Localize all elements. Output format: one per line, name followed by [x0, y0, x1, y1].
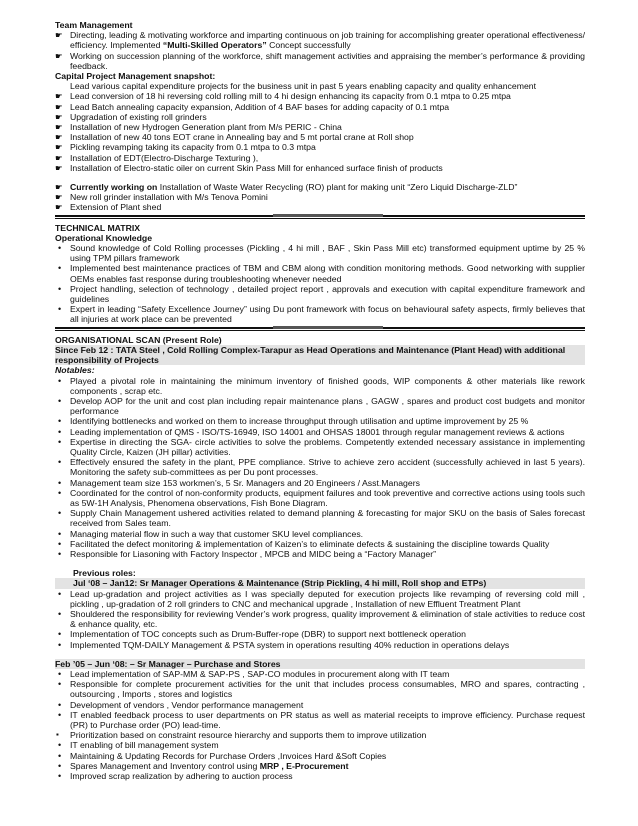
resume-page [55, 20, 585, 781]
list-item: • Spares Management and Inventory control using MRP , E-Procurement [55, 761, 585, 771]
list-item: • Expertise in directing the SGA- circle activities to solve the problems. Competently extended necessary assistance in implementing Quality Circle, Kaizen (JH pillar) activities. [55, 437, 585, 457]
list-item: ☛ Extension of Plant shed [55, 202, 585, 212]
list-item: • Improved scrap realization by adhering to auction process [55, 771, 585, 781]
list-item: • Effectively ensured the safety in the plant, PPE compliance. Strive to achieve zero accident (successfully achieved in last 5 years). Monitoring the safety sub-committees as per Du pont processes. [55, 457, 585, 477]
list-item: • Facilitated the defect monitoring & implementation of Kaizen’s to eliminate defects & sustaining the discipline towards Quality [55, 539, 585, 549]
list-item: ☛ Installation of new Hydrogen Generation plant from M/s PERIC - China [55, 122, 585, 132]
list-item: • Lead up-gradation and project activities as I was specially deputed for execution projects like revamping of reversing cold mill , pickling , up-gradation of 2 roll grinders to CNC and mechanical upgrade , Installation of new Effluent Treatment Plant [55, 589, 585, 609]
list-item: • Responsible for complete procurement activities for the unit that includes process consumables, MRO and spares, contracting , outsourcing , Imports , stores and logistics [55, 679, 585, 699]
list-item: ☛ Lead conversion of 18 hi reversing cold rolling mill to 4 hi design enhancing its capacity from 0.1 mtpa to 0.25 mtpa [55, 91, 585, 101]
list-item: • Identifying bottlenecks and worked on them to increase throughput through utilisation and uptime improvement by 25 % [55, 416, 585, 426]
list-item: ▪ Prioritization based on constraint resource hierarchy and supports them to improve utilization [55, 730, 585, 740]
list-item: • Implemented TQM-DAILY Management & PSTA system in operations resulting 40% reduction in operations delays [55, 640, 585, 650]
capital-project-intro: Lead various capital expenditure projects for the business unit in past 5 years enabling capacity and quality enhancement [70, 81, 537, 92]
list-item: ☛ Installation of Electro-static oiler on current Skin Pass Mill for enhanced surface finish of products [55, 163, 585, 173]
current-work-list [55, 182, 585, 213]
list-item: ☛ Lead Batch annealing capacity expansion, Addition of 4 BAF bases for adding capacity of 0.1 mtpa [55, 102, 585, 112]
list-item: • Lead implementation of SAP-MM & SAP-PS , SAP-CO modules in procurement along with IT team [55, 669, 585, 679]
capital-project-list [55, 91, 585, 173]
list-item: ☛ Currently working on Installation of Waste Water Recycling (RO) plant for making unit “Zero Liquid Discharge-ZLD” [55, 182, 585, 192]
organisational-scan-heading: ORGANISATIONAL SCAN (Present Role) [55, 334, 222, 345]
present-role-title: Since Feb 12 : TATA Steel , Cold Rolling Complex-Tarapur as Head Operations and Maintenance (Plant Head) with additional responsibility of Projects [55, 345, 585, 365]
list-item: • Implemented best maintenance practices of TBM and CBM along with condition monitoring methods. Good networking with supplier OEMs enables fast response during troubleshooting whenever needed [55, 263, 585, 283]
notables-list [55, 376, 585, 560]
list-item: • Develop AOP for the unit and cost plan including repair maintenance plans , GAGW , spares and product cost budgets and monitor performance [55, 396, 585, 416]
list-item: • Managing material flow in such a way that customer SKU level compliances. [55, 529, 585, 539]
list-item: • Development of vendors , Vendor performance management [55, 700, 585, 710]
purchase-role-list [55, 669, 585, 781]
list-item: • Played a pivotal role in maintaining the minimum inventory of finished goods, WIP components & other materials like rework components , scrap etc. [55, 376, 585, 396]
list-item: • Shouldered the responsibility for reviewing Vender’s work progress, quality improvement & elimination of stale activities to reduce cost & enhance quality, etc. [55, 609, 585, 629]
list-item: • IT enabling of bill management system [55, 740, 585, 750]
list-item: ☛ Directing, leading & motivating workforce and imparting continuous on job training for accomplishing greater operational effectiveness/ efficiency. Implemented “Multi-Skilled Operators” Concept successfully [55, 30, 585, 50]
list-item: • Project handling, selection of technology , detailed project report , approvals and execution with capital expenditure framework and guidelines [55, 284, 585, 304]
operational-knowledge-heading: Operational Knowledge [55, 232, 153, 243]
list-item: • Leading implementation of QMS - ISO/TS-16949, ISO 14001 and OHSAS 18001 through regular management reviews & actions [55, 427, 585, 437]
list-item: • Sound knowledge of Cold Rolling processes (Pickling , 4 hi mill , BAF , Skin Pass Mill etc) transformed equipment uptime by 25 % using TPM pillars framework [55, 243, 585, 263]
operational-knowledge-list [55, 243, 585, 325]
previous-roles-heading: Previous roles: [73, 568, 136, 579]
team-management-heading: Team Management [55, 20, 133, 30]
capital-project-heading: Capital Project Management snapshot: [55, 71, 216, 82]
list-item: • Expert in leading “Safety Excellence Journey” using Du pont framework with focus on behavioural safety aspects, firmly believes that all injuries at work place can be prevented [55, 304, 585, 324]
list-item: ☛ Upgradation of existing roll grinders [55, 112, 585, 122]
list-item: • Coordinated for the control of non-conformity products, equipment failures and took preventive and corrective actions using tools such as 5W-1H Analysis, Phenomena observations, Fish Bone Diagram. [55, 488, 585, 508]
notables-heading: Notables: [55, 365, 95, 376]
list-item: ☛ New roll grinder installation with M/s Tenova Pomini [55, 192, 585, 202]
list-item: ☛ Installation of EDT(Electro-Discharge Texturing ), [55, 153, 585, 163]
team-management-list [55, 30, 585, 71]
list-item: • Management team size 153 workmen’s, 5 Sr. Managers and 20 Engineers / Asst.Managers [55, 478, 585, 488]
list-item: • Implementation of TOC concepts such as Drum-Buffer-rope (DBR) to support next bottleneck operation [55, 629, 585, 639]
list-item: • Responsible for Liasoning with Factory Inspector , MPCB and MIDC being a “Factory Manager” [55, 549, 585, 559]
purchase-role-title: Feb ’05 – Jun ‘08: – Sr Manager – Purchase and Stores [55, 659, 585, 669]
previous-role-list [55, 589, 585, 650]
section-divider [55, 327, 585, 332]
list-item: • IT enabled feedback process to user departments on PR status as well as material receipts to improve efficiency. Purchase request (PR) to Purchase order (PO) lead-time. [55, 710, 585, 730]
list-item: • Supply Chain Management ushered activities related to demand planning & forecasting for major SKU on the basis of Sales forecast received from Sales team. [55, 508, 585, 528]
list-item: ☛ Installation of new 40 tons EOT crane in Annealing bay and 5 mt portal crane at Roll shop [55, 132, 585, 142]
technical-matrix-heading: TECHNICAL MATRIX [55, 222, 141, 233]
section-divider [55, 215, 585, 220]
previous-role-title: Jul ‘08 – Jan12: Sr Manager Operations & Maintenance (Strip Pickling, 4 hi mill, Roll shop and ETPs) [55, 578, 585, 588]
list-item: ☛ Working on succession planning of the workforce, shift management activities and appraising the member’s performance & providing feedback. [55, 51, 585, 71]
list-item: • Maintaining & Updating Records for Purchase Orders ,Invoices Hard &Soft Copies [55, 751, 585, 761]
list-item: ☛ Pickling revamping taking its capacity from 0.1 mtpa to 0.3 mtpa [55, 142, 585, 152]
